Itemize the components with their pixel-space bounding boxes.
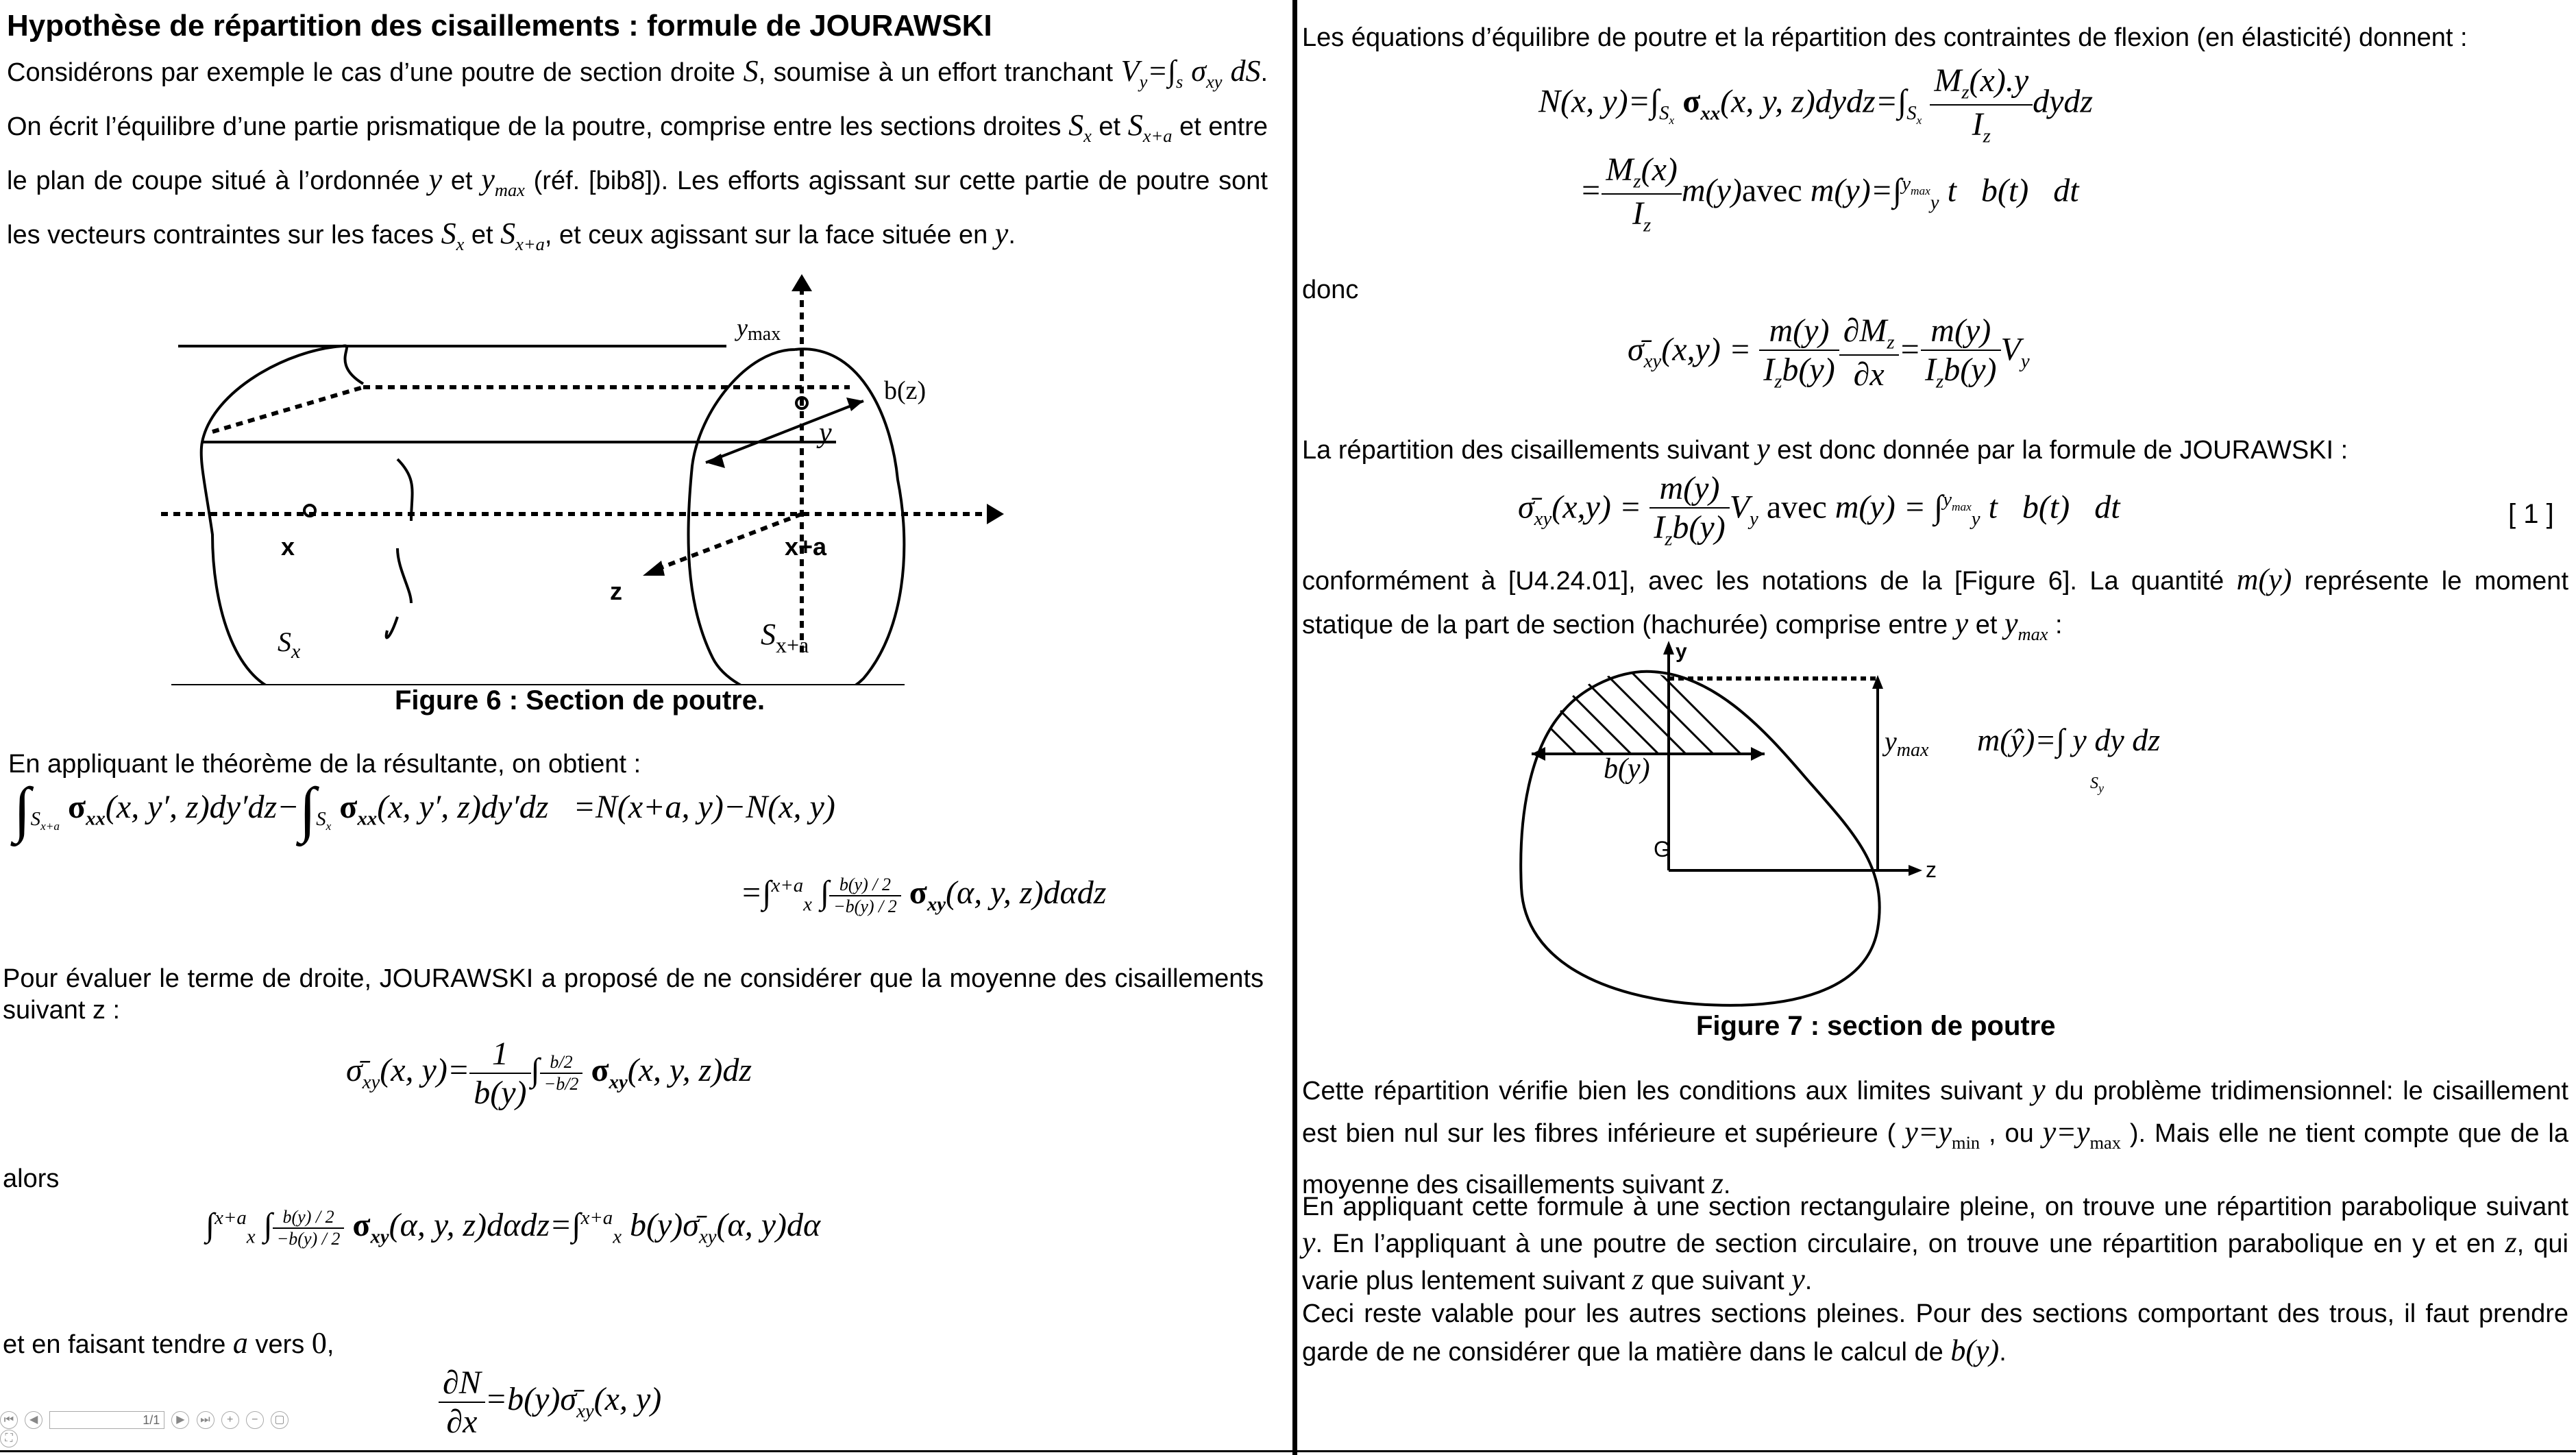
text-span: Ceci reste valable pour les autres sections pleines. Pour des sections comportant des trous, il faut prendre garde de ne considérer que la matière dans le calcul de [1302,1299,2568,1367]
text-span: . [1804,1267,1813,1295]
figure-7-caption: Figure 7 : section de poutre [1696,1011,2056,1041]
math-z: z [1711,1166,1724,1200]
equation-sigma-bar: $\sigmā_{xy}(x,y)$ = $\frac{m(y)}{I_zb(y)}$ $\frac{\partial M_z}{\partial x}$ = $\frac{m(y)}{I_zb(y)}$ $V_y$ [1628,313,2030,393]
math-ymax: $y_{max}$ [481,162,525,200]
paragraph-limit [3,1326,334,1362]
fig6-label-z: z [610,577,622,605]
paragraph-rectangular-section [1302,1189,2568,1299]
math-by: b(y) [1950,1334,2000,1367]
equation-derivative-N: $\frac{\partial N}{\partial x}$ $=b(y)\sigmā_{xy}(x$, y) [439,1364,661,1441]
text-span: est donc donnée par la formule de JOURAWSKI : [1769,436,2348,465]
math-y-ymin: $y=y_{min}$ [1904,1115,1980,1153]
equation-resultante-1: $\int_{S_{x+a}}$ $\sigma_{xx}(x$, y′, $z)dy'dz-\int_{S_x}$ $\sigma_{xx}(x$, y′, z)dy′dz =N(x+a, y)−N(x, y) [14,775,835,844]
math-y-ymax: $y=y_{max}$ [2042,1115,2121,1153]
paragraph-boundary-conditions [1302,1069,2568,1206]
fig7-moment-formula-subscript: $S_y$ [2090,774,2104,795]
text-span: : [2048,611,2063,639]
paragraph-donc: donc [1302,276,1359,304]
fig6-label-Sx: $S_x$ [278,626,301,663]
math-y: y [1756,432,1770,465]
math-y: y [1302,1225,1316,1259]
text-span: . On écrit l’équilibre d’une partie prismatique de la poutre, comprise entre les sections droites [7,58,1268,142]
paragraph-jourawski-mean: Pour évaluer le terme de droite, JOURAWSKI a proposé de ne considérer que la moyenne des cisaillements suivant z : [3,964,1264,1025]
text-span: et [1091,112,1128,142]
fig7-label-G: G [1654,837,1671,861]
text-span: En appliquant cette formule à une section rectangulaire pleine, on trouve une répartition parabolique suivant [1302,1193,2568,1221]
text-span: , et ceux agissant sur la face située en [544,220,995,249]
page-title: Hypothèse de répartition des cisaillements : formule de JOURAWSKI [7,9,992,42]
paragraph-resultante: En appliquant le théorème de la résultante, on obtient : [8,750,641,779]
fig7-moment-formula: m(ŷ)=∫ y dy dz [1977,722,2161,757]
text-span: conformément à [U4.24.01], avec les notations de la [Figure 6]. La quantité [1302,567,2237,596]
paragraph-alors: alors [3,1164,60,1193]
bottom-rule [0,1450,2576,1452]
math-zero: 0 [311,1326,327,1360]
fig7-label-ymax: $y_{max}$ [1885,726,1929,761]
text-span: (réf. [bib8]). Les efforts agissant sur cette partie de poutre sont les vecteurs contraintes sur les faces [7,166,1268,249]
text-span: et [464,220,501,249]
math-Sxa: $S_{x+a}$ [1127,108,1173,146]
fig7-label-by: b(y) [1604,753,1650,785]
text-span: . En l’appliquant à une poutre de section circulaire, on trouve une répartition parabolique en y et en [1315,1230,2505,1258]
fig6-label-Sxa: $S_{x+a}$ [761,618,809,657]
paragraph-repartition [1302,432,2348,467]
next-page-icon[interactable]: ▶ [171,1411,189,1429]
math-z: z [2505,1225,2517,1259]
equation-number: [ 1 ] [2508,499,2554,529]
fullscreen-icon[interactable]: ⛶ [0,1430,18,1447]
figure-6-caption: Figure 6 : Section de poutre. [395,685,765,716]
equation-N-m: = $\frac{M_z(x)}{I_z}$ m(y)avec m(y)=∫$^{y_{max}}_y$ t b(t) dt [1580,151,2079,236]
math-y: y [994,216,1009,250]
intro-paragraph [7,49,1268,265]
math-z: z [1632,1262,1644,1296]
column-divider [1292,0,1297,1455]
last-page-icon[interactable]: ⏭ [197,1411,214,1429]
fig6-label-x: x [281,533,295,561]
fig7-label-z: z [1926,857,1937,882]
math-Sxa: $S_{x+a}$ [500,216,545,254]
text-span: . [1008,220,1016,249]
fig6-label-bz: b(z) [884,376,927,405]
figure-6-beam-section [151,274,1014,685]
paragraph-sections-with-holes [1302,1295,2568,1371]
text-span: et en faisant tendre [3,1330,233,1359]
text-span: La répartition des cisaillements suivant [1302,436,1757,465]
text-span: , [326,1330,334,1359]
text-span: Cette répartition vérifie bien les conditions aux limites suivant [1302,1077,2033,1105]
text-span: . [1723,1170,1731,1199]
math-y: y [1954,607,1969,640]
text-span: et [442,166,482,195]
math-y: y [2032,1073,2046,1106]
text-span: et [1968,611,2004,639]
math-Sx: $S_x$ [1068,108,1092,146]
left-column [7,5,1268,266]
math-a: a [232,1326,248,1360]
equation-resultante-2: =∫$^{x+a}_x$ ∫ $\frac{b(y) / 2}{-b(y) / 2}$ $\sigma_{xy}(\alpha$, y, z)dαdz [740,875,1107,916]
text-span: , ou [1980,1119,2043,1148]
fig7-label-y: y [1676,641,1687,663]
math-Sx: $S_x$ [441,216,465,254]
text-span: vers [247,1330,312,1359]
text-span: , qui varie plus lentement suivant [1302,1230,2568,1295]
fig6-label-y: y [819,417,832,449]
math-my: m(y) [2236,563,2292,596]
fit-page-icon[interactable]: ▢ [271,1411,289,1429]
text-span: , soumise à un effort tranchant [758,58,1121,88]
text-span: représente le moment statique de la part de section (hachurée) comprise entre [1302,567,2569,639]
paragraph-equilibrium: Les équations d’équilibre de poutre et la répartition des contraintes de flexion (en élasticité) donnent : [1302,23,2468,52]
fig6-label-xa: x+a [785,533,827,561]
equation-jourawski: $\sigmā_{xy}(x,y)$ = $\frac{m(y)}{I_zb(y)}$ $V_y$ avec m(y) = ∫$^{y_{max}}_y$ t b(t) dt [1518,470,2120,550]
math-y: y [428,162,443,196]
figure-7-section [1504,641,2285,1021]
math-y: y [1791,1262,1805,1296]
first-page-icon[interactable]: ⏮ [0,1411,18,1429]
fig6-label-ymax: ymax [737,314,781,345]
zoom-in-icon[interactable]: + [221,1411,239,1429]
math-ymax: $y_{max}$ [2004,607,2048,644]
text-span: et entre le plan de coupe situé à l’ordonnée [7,112,1268,195]
math-Vy: $V_y=\int_s$ $\sigma_{xy}$ dS [1120,54,1261,93]
pdf-toolbar [0,1410,295,1445]
text-span: . [1999,1338,2007,1367]
page-number-input[interactable]: 1/1 [49,1411,164,1429]
math-S: S [743,54,759,88]
zoom-out-icon[interactable]: − [246,1411,264,1429]
text-span: que suivant [1643,1267,1792,1295]
equation-N-integral: N(x, $y)=\int_{S_x}$ $\sigma_{xx}(x$, y, $z)dydz=\int_{S_x}$ $\frac{M_z(x).y}{I_z}$ dydz [1538,62,2094,147]
text-span: du problème tridimensionnel: le cisaillement est bien nul sur les fibres inférieure et supérieure ( [1302,1077,2568,1148]
text-span: ). Mais elle ne tient compte que de la moyenne des cisaillements suivant [1302,1119,2568,1199]
equation-integral-alors: ∫$^{x+a}_x$ ∫ $\frac{b(y) / 2}{-b(y) / 2}$ $\sigma_{xy}(\alpha$, y, z)dαdz=∫$^{x+a}_x$ $b(y)\sigmā_{xy}(\alpha$, y)dα [206,1207,821,1249]
equation-mean-shear: $\sigmā_{xy}(x$, y)= $\frac{1}{b(y)}$ ∫ $\frac{b/2}{-b/2}$ $\sigma_{xy}(x$, y, z)dz [346,1036,752,1112]
text-span: Considérons par exemple le cas d’une poutre de section droite [7,58,744,88]
previous-page-icon[interactable]: ◀ [25,1411,42,1429]
